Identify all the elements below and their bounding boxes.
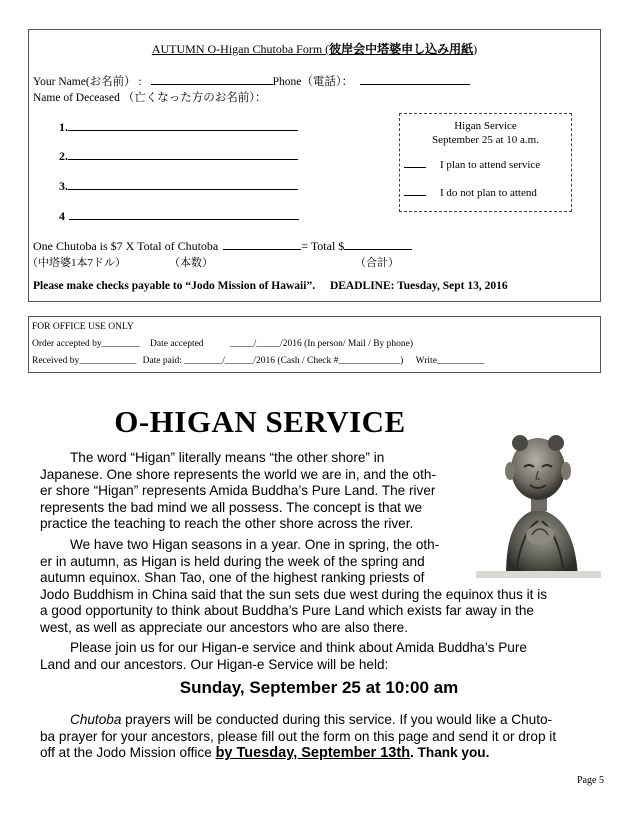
page-number: Page 5 xyxy=(577,775,604,786)
total-field[interactable] xyxy=(344,239,412,250)
deceased-field-3[interactable] xyxy=(68,179,298,190)
text-line: represents the bad mind we all possess. The concept is that we xyxy=(40,499,423,515)
deadline-text: DEADLINE: Tuesday, Sept 13, 2016 xyxy=(329,280,508,292)
total-label: = Total $ xyxy=(301,239,345,253)
checks-row xyxy=(33,280,508,292)
deceased-line-4[interactable] xyxy=(59,209,299,224)
deceased-label: Name of Deceased （亡くなった方のお名前）： xyxy=(33,92,267,104)
text-line: Land and our ancestors. Our Higan-e Service will be held: xyxy=(40,656,389,672)
text-line: practice the teaching to reach the other shore across the river. xyxy=(40,516,414,532)
paragraph-2 xyxy=(40,537,547,637)
cost-row xyxy=(33,239,412,254)
not-attend-option[interactable] xyxy=(404,186,537,199)
article-title: O-HIGAN SERVICE xyxy=(114,404,406,439)
office-row-2 xyxy=(32,356,484,366)
line-number: 1. xyxy=(59,120,68,134)
jp-total-label: （合計） xyxy=(355,257,399,269)
text-line: prayers will be conducted during this service. If you would like a Chuto- xyxy=(121,712,553,727)
paragraph-3 xyxy=(40,640,527,673)
date-accepted-label: Date accepted xyxy=(150,339,204,349)
form-title-close: ) xyxy=(473,42,478,56)
text-line: autumn equinox. Shan Tao, one of the highest ranking priests of xyxy=(40,570,425,586)
text-line: off at the Jodo Mission office xyxy=(40,745,216,761)
jp-cost-label: （中塔婆1本7ドル） xyxy=(27,257,126,269)
name-field[interactable] xyxy=(151,74,273,85)
jp-count-label: （本数） xyxy=(169,257,213,269)
chutoba-italic: Chutoba xyxy=(70,712,122,727)
chutoba-form xyxy=(28,29,601,302)
text-line: er shore “Higan” represents Amida Buddha’s Pure Land. The river xyxy=(40,483,436,499)
deceased-field-4[interactable] xyxy=(69,209,299,220)
thank-you-text: . Thank you. xyxy=(410,745,490,761)
higan-service-box xyxy=(399,113,572,212)
paragraph-1 xyxy=(40,450,436,533)
attend-checkbox[interactable] xyxy=(404,158,426,168)
text-line: er in autumn, as Higan is held during the week of the spring and xyxy=(40,553,425,569)
line-number: 4 xyxy=(59,209,65,223)
write-field: Write__________ xyxy=(415,356,485,366)
form-title-japanese: 彼岸会中塔婆申し込み用紙 xyxy=(329,42,474,56)
line-number: 2. xyxy=(59,149,68,163)
higan-box-title xyxy=(400,119,571,147)
deceased-line-3[interactable] xyxy=(59,179,298,194)
deceased-row xyxy=(33,89,266,105)
text-line: Please join us for our Higan-e service and think about Amida Buddha’s Pure xyxy=(70,640,527,655)
deceased-line-2[interactable] xyxy=(59,149,298,164)
text-line: Japanese. One shore represents the world we are in, and the oth- xyxy=(40,466,436,482)
text-line: a good opportunity to think about Buddha’s Pure Land which exists far away in the xyxy=(40,603,534,619)
phone-label: Phone（電話）： xyxy=(272,76,354,88)
paragraph-4 xyxy=(40,712,556,762)
name-row xyxy=(33,73,470,89)
received-by: Received by____________ xyxy=(32,356,137,366)
service-date-heading: Sunday, September 25 at 10:00 am xyxy=(179,678,459,697)
text-line: Jodo Buddhism in China said that the sun sets due west during the equinox thus it is xyxy=(40,586,548,602)
buddha-statue-photo xyxy=(476,423,601,578)
office-use-box xyxy=(28,316,601,373)
cost-japanese-row xyxy=(27,254,126,270)
form-title xyxy=(29,40,600,57)
attend-label: I plan to attend service xyxy=(440,159,541,171)
deadline-emphasis: by Tuesday, September 13th xyxy=(215,745,411,762)
not-attend-label: I do not plan to attend xyxy=(440,187,537,199)
text-line: west, as well as appreciate our ancestors who are also there. xyxy=(40,619,408,635)
text-line: We have two Higan seasons in a year. One in spring, the oth- xyxy=(70,537,440,552)
not-attend-checkbox[interactable] xyxy=(404,186,426,196)
attend-option[interactable] xyxy=(404,158,540,171)
office-header: FOR OFFICE USE ONLY xyxy=(32,322,134,332)
line-number: 3. xyxy=(59,179,68,193)
date-accepted-field: _____/_____/2016 (In person/ Mail / By phone) xyxy=(229,339,414,349)
deceased-field-2[interactable] xyxy=(68,149,298,160)
cost-label: One Chutoba is $7 X Total of Chutoba xyxy=(33,239,219,253)
chutoba-count-field[interactable] xyxy=(223,239,301,250)
text-line: ba prayer for your ancestors, please fill out the form on this page and send it or drop it xyxy=(40,728,557,744)
phone-field[interactable] xyxy=(360,74,470,85)
higan-title-line-2: September 25 at 10 a.m. xyxy=(432,134,539,146)
higan-title-line-1: Higan Service xyxy=(454,120,517,132)
checks-payable-text: Please make checks payable to “Jodo Mission of Hawaii”. xyxy=(33,280,316,292)
order-accepted-by: Order accepted by________ xyxy=(32,339,140,349)
name-label: Your Name(お名前） : xyxy=(33,76,142,88)
date-paid: Date paid: ________/______/2016 (Cash / Check #_____________) xyxy=(142,356,404,366)
deceased-field-1[interactable] xyxy=(68,120,298,131)
text-line: The word “Higan” literally means “the other shore” in xyxy=(70,450,385,465)
deceased-line-1[interactable] xyxy=(59,120,298,135)
form-title-text: AUTUMN O-Higan Chutoba Form ( xyxy=(151,42,330,56)
office-row-1 xyxy=(32,339,413,349)
